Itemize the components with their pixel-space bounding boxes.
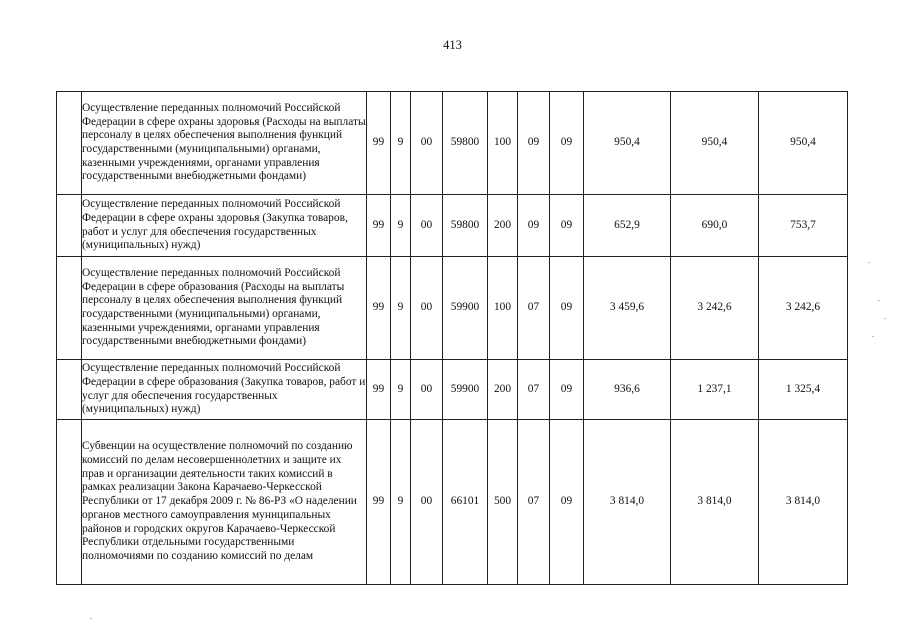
row-description: Субвенции на осуществление полномочий по созданию комиссий по делам несовершеннолетних и защите их прав и организации деятельности таких комиссий в рамках реализации Закона Карачаево-Черкесской Республики от 17 декабря 2009 г. № 86-РЗ «О наделении органов местного самоуправления муниципальных районов и городских округов Карачаево-Черкесской Республики отдельными государственными полномочиями по созданию комиссий по делам	[82, 420, 367, 585]
amount-year-3-cell: 1 325,4	[759, 360, 848, 420]
code-group-cell: 00	[411, 257, 443, 360]
code-direction-cell: 59900	[443, 360, 488, 420]
code-program-cell: 99	[367, 360, 391, 420]
code-subsection-cell: 09	[550, 92, 584, 195]
amount-year-3-cell: 3 242,6	[759, 257, 848, 360]
row-index-cell	[57, 360, 82, 420]
row-description: Осуществление переданных полномочий Российской Федерации в сфере образования (Расходы на выплаты персоналу в целях обеспечения выполнения функций государственными (муниципальными) органами, казенными учреждениями, органами управления государственными внебюджетными фондами)	[82, 257, 367, 360]
code-direction-cell: 59800	[443, 195, 488, 257]
code-subprogram-cell: 9	[391, 195, 411, 257]
amount-year-3-cell: 753,7	[759, 195, 848, 257]
amount-year-1-cell: 3 814,0	[584, 420, 671, 585]
code-subsection-cell: 09	[550, 257, 584, 360]
amount-year-2-cell: 690,0	[671, 195, 759, 257]
code-subsection-cell: 09	[550, 420, 584, 585]
code-subprogram-cell: 9	[391, 92, 411, 195]
code-group-cell: 00	[411, 360, 443, 420]
code-program-cell: 99	[367, 92, 391, 195]
code-expense-type-cell: 100	[488, 92, 518, 195]
code-direction-cell: 59900	[443, 257, 488, 360]
code-subsection-cell: 09	[550, 195, 584, 257]
code-subprogram-cell: 9	[391, 257, 411, 360]
row-index-cell	[57, 257, 82, 360]
code-program-cell: 99	[367, 257, 391, 360]
code-program-cell: 99	[367, 420, 391, 585]
row-description: Осуществление переданных полномочий Российской Федерации в сфере образования (Закупка товаров, работ и услуг для обеспечения государственных (муниципальных) нужд)	[82, 360, 367, 420]
code-direction-cell: 66101	[443, 420, 488, 585]
table-row	[57, 257, 848, 360]
row-description: Осуществление переданных полномочий Российской Федерации в сфере охраны здоровья (Закупка товаров, работ и услуг для обеспечения государственных (муниципальных) нужд)	[82, 195, 367, 257]
amount-year-2-cell: 3 814,0	[671, 420, 759, 585]
amount-year-1-cell: 950,4	[584, 92, 671, 195]
amount-year-1-cell: 936,6	[584, 360, 671, 420]
table-row	[57, 360, 848, 420]
row-index-cell	[57, 420, 82, 585]
table-row	[57, 195, 848, 257]
code-expense-type-cell: 100	[488, 257, 518, 360]
code-expense-type-cell: 500	[488, 420, 518, 585]
amount-year-2-cell: 3 242,6	[671, 257, 759, 360]
code-section-cell: 09	[518, 195, 550, 257]
amount-year-2-cell: 1 237,1	[671, 360, 759, 420]
amount-year-3-cell: 950,4	[759, 92, 848, 195]
code-group-cell: 00	[411, 420, 443, 585]
scan-speck	[878, 300, 880, 301]
code-subsection-cell: 09	[550, 360, 584, 420]
code-expense-type-cell: 200	[488, 195, 518, 257]
code-expense-type-cell: 200	[488, 360, 518, 420]
page-number: 413	[443, 38, 462, 52]
amount-year-1-cell: 3 459,6	[584, 257, 671, 360]
code-section-cell: 07	[518, 360, 550, 420]
row-index-cell	[57, 92, 82, 195]
table-row	[57, 420, 848, 585]
budget-table	[56, 91, 848, 585]
code-group-cell: 00	[411, 92, 443, 195]
code-section-cell: 09	[518, 92, 550, 195]
row-description: Осуществление переданных полномочий Российской Федерации в сфере охраны здоровья (Расходы на выплаты персоналу в целях обеспечения выполнения функций государственными (муниципальными) органами, казенными учреждениями, органами управления государственными внебюджетными фондами)	[82, 92, 367, 195]
row-index-cell	[57, 195, 82, 257]
amount-year-3-cell: 3 814,0	[759, 420, 848, 585]
scan-speck	[884, 318, 886, 319]
code-section-cell: 07	[518, 420, 550, 585]
scan-speck	[90, 618, 92, 619]
code-section-cell: 07	[518, 257, 550, 360]
amount-year-1-cell: 652,9	[584, 195, 671, 257]
code-direction-cell: 59800	[443, 92, 488, 195]
table-row	[57, 92, 848, 195]
code-subprogram-cell: 9	[391, 420, 411, 585]
code-program-cell: 99	[367, 195, 391, 257]
code-group-cell: 00	[411, 195, 443, 257]
amount-year-2-cell: 950,4	[671, 92, 759, 195]
scan-speck	[872, 336, 874, 337]
code-subprogram-cell: 9	[391, 360, 411, 420]
scan-speck	[868, 262, 870, 263]
